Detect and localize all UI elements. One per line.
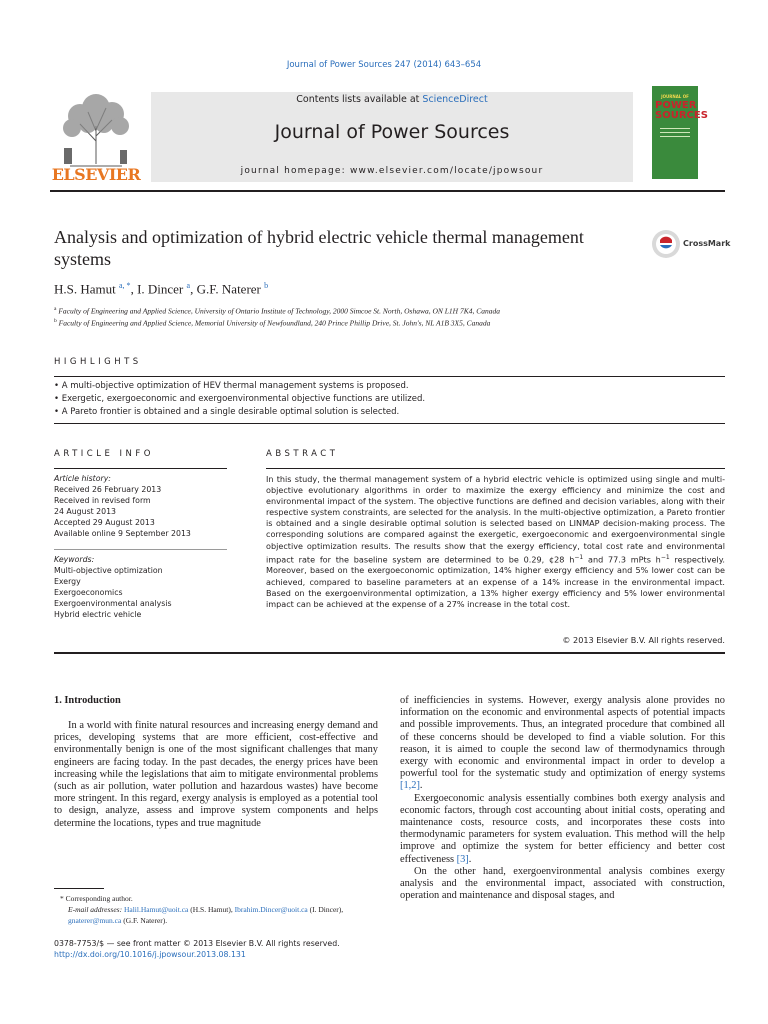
keywords-label: Keywords: <box>54 555 95 564</box>
abstract-copyright: © 2013 Elsevier B.V. All rights reserved. <box>562 635 725 645</box>
cover-line <box>660 136 690 137</box>
paragraph-text: of inefficiencies in systems. However, exergy analysis alone provides no information on the economic and environmental aspects of potential impacts and possible improvements. Thus, an integrated procedure that combined all of these concerns should be developed to find a viable solution. For this reason, it is aimed to couple the second law of thermodynamics through exergy with economic and environmental impact in order to develop a powerful tool for the systematic study and optimization of energy systems <box>400 695 725 780</box>
cover-title <box>655 100 708 121</box>
issn-block <box>54 938 378 960</box>
highlight-item: • A Pareto frontier is obtained and a single desirable optimal solution is selected. <box>54 407 400 417</box>
abstract-rule <box>266 468 725 469</box>
paragraph: On the other hand, exergoenvironmental analysis combines exergy analysis and the environmental impact, associated with construction, operation and maintenance and disposal stages, and <box>400 865 725 902</box>
abstract-text <box>266 474 725 610</box>
paragraph-text: . <box>468 853 472 865</box>
author-separator: , <box>190 281 197 297</box>
cover-title-line-1: POWER <box>655 100 697 111</box>
paragraph-text: Exergoeconomic analysis essentially combines both exergy analysis and economic factors, through cost accounting about initial costs, operating and maintenance costs, resource costs, and incorporates these costs into thermodynamic parameters for system evaluation. This method will the help improve and optimize the system for better efficiency and better cost effectiveness <box>400 792 725 865</box>
crossmark-label[interactable]: CrossMark <box>683 239 731 248</box>
cover-line <box>660 132 690 133</box>
contents-line <box>151 94 633 105</box>
keyword: Multi-objective optimization <box>54 566 163 575</box>
cover-small-text: JOURNAL OF <box>661 94 689 99</box>
highlights-heading: HIGHLIGHTS <box>54 357 142 367</box>
article-info-rule <box>54 468 227 469</box>
abstract-superscript: −1 <box>660 553 670 561</box>
affiliation-mark: b <box>54 318 57 324</box>
history-line: Available online 9 September 2013 <box>54 529 191 538</box>
keyword: Exergy <box>54 577 81 586</box>
email-link[interactable]: Ibrahim.Dincer@uoit.ca <box>234 905 308 914</box>
elsevier-wordmark: ELSEVIER <box>51 165 141 184</box>
contents-prefix: Contents lists available at <box>296 94 423 105</box>
paragraph-text: . <box>419 780 423 792</box>
highlights-rule-bottom <box>54 423 725 424</box>
email-link[interactable]: gnaterer@mun.ca <box>68 916 122 925</box>
history-line: Received in revised form <box>54 496 151 505</box>
author-affiliation-mark[interactable]: b <box>264 281 269 290</box>
author-name[interactable]: H.S. Hamut <box>54 281 116 297</box>
author-name[interactable]: G.F. Naterer <box>196 281 261 297</box>
paragraph: In a world with finite natural resources and increasing energy demand and prices, developing systems that are more efficient, cost-effective and environmentally benign is one of the most significant challenges that many engineers are facing today. In the past decades, the energy prices have been increasing while the legislations that aim to mitigate environmental problems (such as air pollution, water pollution and hazardous wastes) have become more stringent. In this regard, exergy analysis is employed as a potential tool to design, analyze, assess and improve system components and helps determine the locations, types and true magnitude <box>54 720 378 829</box>
footnote <box>54 893 378 926</box>
front-matter-rule <box>54 652 725 654</box>
author-affiliation-mark[interactable]: a <box>186 281 191 290</box>
affiliation-mark: a <box>54 306 57 312</box>
affiliation-text: Faculty of Engineering and Applied Science, University of Ontario Institute of Technology, 2000 Simcoe St. North, Oshawa, ON L1H 7K4, Canada <box>56 306 500 316</box>
history-label: Article history: <box>54 474 111 483</box>
abstract-part: respectively. Moreover, based on the exergoeconomic optimization, 14% higher exergy efficiency and 5% lower cost can be achieved, compared to baseline parameters at an expense of a 14% increase in the environmental impact. Based on the exergoenvironmental optimization, a 13% higher exergy efficiency and 5% lower environmental impact can be achieved at the expense of a 27% increase in the total cost. <box>266 554 725 609</box>
author-affiliation-mark[interactable]: a, * <box>119 281 131 290</box>
email-owner: (H.S. Hamut), <box>188 905 235 914</box>
body-column-right <box>400 695 725 902</box>
body-column-left <box>54 720 378 830</box>
keywords-rule <box>54 549 227 550</box>
section-heading-introduction: 1. Introduction <box>54 695 121 706</box>
affiliation-text: Faculty of Engineering and Applied Science, Memorial University of Newfoundland, 240 Prince Phillip Drive, St. John's, NL A1B 3X5, Canada <box>56 318 491 328</box>
doi-link[interactable]: http://dx.doi.org/10.1016/j.jpowsour.2013.08.131 <box>54 950 246 959</box>
keyword: Exergoenvironmental analysis <box>54 599 172 608</box>
email-owner: (I. Dincer), <box>307 905 344 914</box>
email-label: E-mail addresses: <box>68 905 124 914</box>
article-history <box>54 473 229 539</box>
article-title: Analysis and optimization of hybrid electric vehicle thermal management systems <box>54 227 584 269</box>
issn-line: 0378-7753/$ — see front matter © 2013 Elsevier B.V. All rights reserved. <box>54 939 340 948</box>
email-link[interactable]: Halil.Hamut@uoit.ca <box>123 905 189 914</box>
history-line: Accepted 29 August 2013 <box>54 518 155 527</box>
highlight-item: • Exergetic, exergoeconomic and exergoenvironmental objective functions are utilized. <box>54 394 426 404</box>
journal-citation[interactable]: Journal of Power Sources 247 (2014) 643–654 <box>286 60 482 70</box>
footnote-rule <box>54 888 104 889</box>
crossmark-icon[interactable] <box>651 229 681 259</box>
history-line: Received 26 February 2013 <box>54 485 162 494</box>
author-separator: , <box>130 281 138 297</box>
email-line <box>54 904 378 926</box>
keyword: Exergoeconomics <box>54 588 123 597</box>
corresponding-author-note: * Corresponding author. <box>60 894 133 903</box>
journal-homepage[interactable]: journal homepage: www.elsevier.com/locate/jpowsour <box>240 166 544 176</box>
abstract-heading: ABSTRACT <box>266 449 339 459</box>
highlight-item: • A multi-objective optimization of HEV thermal management systems is proposed. <box>54 381 409 391</box>
citation-link[interactable]: [3] <box>456 853 469 865</box>
paragraph <box>400 695 725 793</box>
history-line: 24 August 2013 <box>54 507 117 516</box>
header-rule <box>50 190 725 192</box>
sciencedirect-link[interactable]: ScienceDirect <box>422 94 488 105</box>
keyword: Hybrid electric vehicle <box>54 610 142 619</box>
article-info-heading: ARTICLE INFO <box>54 449 154 459</box>
keywords <box>54 554 229 620</box>
abstract-part: In this study, the thermal management system of a hybrid electric vehicle is optimized using single and multi-objective evolutionary algorithms in order to maximize the exergy efficiency and minimize the cost and environmental impact of the system. The objective functions are defined and decision variables, along with their respective system constraints, are selected for the analysis. In the multi-objective optimization, a Pareto frontier is obtained and a single desirable optimal solution is selected based on LINMAP decision-making process. The corresponding solutions are compared against the exergetic, exergoeconomic and exergoenvironmental single objective optimization results. The results show that the exergy efficiency, total cost rate and environmental impact rate for the baseline system are determined to be 0.29, ¢28 h <box>266 474 725 565</box>
author-name[interactable]: I. Dincer <box>137 281 184 297</box>
author-list <box>54 281 268 297</box>
abstract-superscript: −1 <box>574 553 584 561</box>
abstract-part: and 77.3 mPts h <box>583 554 661 565</box>
cover-line <box>660 128 690 129</box>
cover-title-line-2: SOURCES <box>655 110 708 121</box>
journal-title: Journal of Power Sources <box>274 121 510 143</box>
highlights-rule-top <box>54 376 725 377</box>
affiliation-a <box>54 306 500 316</box>
journal-cover-thumbnail <box>652 86 708 179</box>
affiliation-b <box>54 318 490 328</box>
email-owner: (G.F. Naterer). <box>121 916 168 925</box>
paragraph <box>400 793 725 866</box>
citation-link[interactable]: [1,2] <box>400 780 420 792</box>
